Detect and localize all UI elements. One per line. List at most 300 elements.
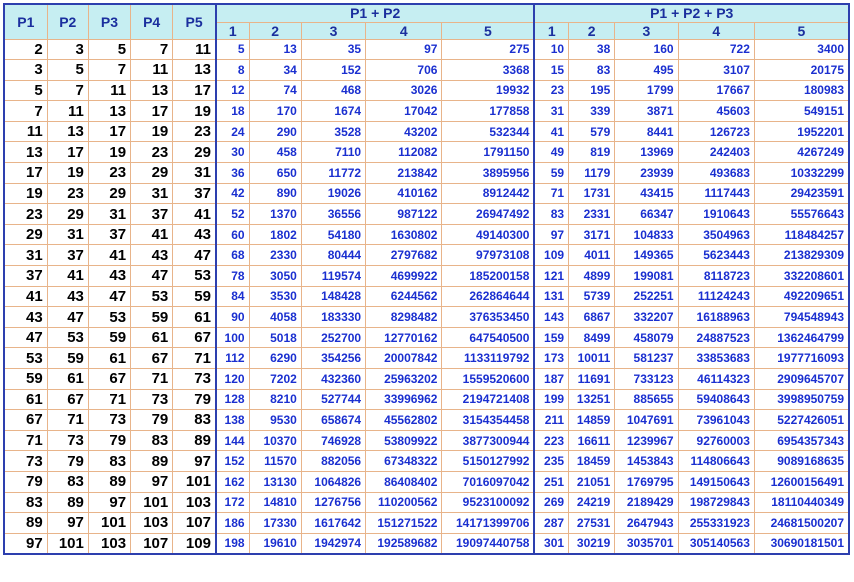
sum-p1p2-cell: 5150127992	[442, 451, 534, 472]
sum-p1p2p3-cell: 3400	[754, 39, 849, 60]
sum-p1p2p3-cell: 24219	[569, 492, 615, 513]
sum-p1p2p3-cell: 114806643	[678, 451, 754, 472]
sum-p1p2-cell: 119574	[301, 266, 365, 287]
sum-p1p2p3-cell: 3998950759	[754, 389, 849, 410]
prime-cell: 61	[88, 348, 130, 369]
prime-cell: 53	[88, 307, 130, 328]
sum-p1p2p3-cell: 33853683	[678, 348, 754, 369]
prime-cell: 59	[173, 286, 216, 307]
sum-p1p2-cell: 262864644	[442, 286, 534, 307]
prime-cell: 37	[47, 245, 88, 266]
sum-p1p2-cell: 53809922	[366, 430, 442, 451]
sum-p1p2-cell: 7110	[301, 142, 365, 163]
sum-p1p2p3-cell: 1047691	[615, 410, 678, 431]
sum-p1p2p3-cell: 10	[534, 39, 568, 60]
prime-cell: 107	[131, 533, 173, 554]
sum-p1p2p3-cell: 4267249	[754, 142, 849, 163]
sum-p1p2-cell: 192589682	[366, 533, 442, 554]
prime-cell: 19	[131, 121, 173, 142]
prime-cell: 13	[173, 60, 216, 81]
prime-cell: 59	[4, 369, 47, 390]
prime-cell: 107	[173, 513, 216, 534]
prime-cell: 5	[47, 60, 88, 81]
sum-p1p2p3-cell: 18110440349	[754, 492, 849, 513]
sum-p1p2p3-cell: 549151	[754, 101, 849, 122]
prime-cell: 53	[131, 286, 173, 307]
sum-p1p2p3-cell: 92760003	[678, 430, 754, 451]
sum-p1p2p3-cell: 9089168635	[754, 451, 849, 472]
sum-p1p2p3-cell: 199	[534, 389, 568, 410]
sum-p1p2-cell: 25963202	[366, 369, 442, 390]
sum-p1p2p3-cell: 3504963	[678, 224, 754, 245]
sum-p1p2-cell: 120	[216, 369, 249, 390]
sum-p1p2-cell: 3530	[249, 286, 301, 307]
sum-p1p2-cell: 84	[216, 286, 249, 307]
sum-p1p2p3-cell: 143	[534, 307, 568, 328]
sum-p1p2-cell: 19610	[249, 533, 301, 554]
sum-p1p2-cell: 86408402	[366, 471, 442, 492]
prime-cell: 23	[47, 183, 88, 204]
prime-cell: 59	[131, 307, 173, 328]
sum-p1p2p3-cell: 195	[569, 80, 615, 101]
prime-cell: 23	[88, 163, 130, 184]
sum-p1p2-cell: 2330	[249, 245, 301, 266]
sum-p1p2-cell: 148428	[301, 286, 365, 307]
sum-p1p2-cell: 2797682	[366, 245, 442, 266]
prime-cell: 67	[173, 327, 216, 348]
prime-cell: 31	[173, 163, 216, 184]
sum-p1p2p3-cell: 339	[569, 101, 615, 122]
table-row	[4, 245, 849, 266]
sum-p1p2p3-cell: 149150643	[678, 471, 754, 492]
table-row	[4, 513, 849, 534]
sum-p1p2-cell: 8210	[249, 389, 301, 410]
sum-p1p2p3-cell: 49	[534, 142, 568, 163]
sum-p1p2p3-cell: 31	[534, 101, 568, 122]
header-p1: P1	[4, 4, 47, 39]
sum-p1p2-cell: 186	[216, 513, 249, 534]
subheader-p1p2-2: 2	[249, 22, 301, 39]
sum-p1p2-cell: 746928	[301, 430, 365, 451]
prime-cell: 101	[131, 492, 173, 513]
prime-cell: 47	[88, 286, 130, 307]
sum-p1p2-cell: 18	[216, 101, 249, 122]
sum-p1p2p3-cell: 5623443	[678, 245, 754, 266]
sum-p1p2-cell: 128	[216, 389, 249, 410]
sum-p1p2p3-cell: 5739	[569, 286, 615, 307]
sum-p1p2p3-cell: 495	[615, 60, 678, 81]
sum-p1p2p3-cell: 83	[534, 204, 568, 225]
sum-p1p2-cell: 1133119792	[442, 348, 534, 369]
prime-cell: 73	[47, 430, 88, 451]
sum-p1p2-cell: 4058	[249, 307, 301, 328]
sum-p1p2-cell: 8912442	[442, 183, 534, 204]
prime-cell: 13	[47, 121, 88, 142]
sum-p1p2-cell: 6244562	[366, 286, 442, 307]
sum-p1p2p3-cell: 41	[534, 121, 568, 142]
prime-cell: 41	[4, 286, 47, 307]
subheader-p1p2-4: 4	[366, 22, 442, 39]
sum-p1p2p3-cell: 213829309	[754, 245, 849, 266]
sum-p1p2-cell: 24	[216, 121, 249, 142]
prime-cell: 23	[173, 121, 216, 142]
prime-cell: 13	[4, 142, 47, 163]
prime-cell: 61	[131, 327, 173, 348]
sum-p1p2p3-cell: 18459	[569, 451, 615, 472]
sum-p1p2p3-cell: 1117443	[678, 183, 754, 204]
sum-p1p2-cell: 275	[442, 39, 534, 60]
sum-p1p2-cell: 67348322	[366, 451, 442, 472]
table-row	[4, 451, 849, 472]
prime-cell: 41	[131, 224, 173, 245]
sum-p1p2-cell: 112	[216, 348, 249, 369]
sum-p1p2-cell: 177858	[442, 101, 534, 122]
sum-p1p2p3-cell: 20175	[754, 60, 849, 81]
sum-p1p2p3-cell: 104833	[615, 224, 678, 245]
sum-p1p2p3-cell: 160	[615, 39, 678, 60]
sum-p1p2-cell: 1370	[249, 204, 301, 225]
sum-p1p2-cell: 3026	[366, 80, 442, 101]
table-row	[4, 471, 849, 492]
sum-p1p2-cell: 185200158	[442, 266, 534, 287]
sum-p1p2-cell: 97973108	[442, 245, 534, 266]
sum-p1p2p3-cell: 1977716093	[754, 348, 849, 369]
sum-p1p2p3-cell: 733123	[615, 369, 678, 390]
prime-cell: 97	[4, 533, 47, 554]
sum-p1p2-cell: 34	[249, 60, 301, 81]
prime-cell: 3	[47, 39, 88, 60]
sum-p1p2-cell: 7202	[249, 369, 301, 390]
sum-p1p2-cell: 52	[216, 204, 249, 225]
sum-p1p2p3-cell: 223	[534, 430, 568, 451]
sum-p1p2p3-cell: 332207	[615, 307, 678, 328]
sum-p1p2-cell: 1559520600	[442, 369, 534, 390]
prime-cell: 7	[131, 39, 173, 60]
prime-cell: 101	[88, 513, 130, 534]
prime-cell: 79	[173, 389, 216, 410]
sum-p1p2p3-cell: 1179	[569, 163, 615, 184]
prime-cell: 89	[4, 513, 47, 534]
sum-p1p2p3-cell: 3107	[678, 60, 754, 81]
prime-cell: 71	[88, 389, 130, 410]
sum-p1p2-cell: 170	[249, 101, 301, 122]
sum-p1p2p3-cell: 97	[534, 224, 568, 245]
sum-p1p2p3-cell: 493683	[678, 163, 754, 184]
sum-p1p2-cell: 100	[216, 327, 249, 348]
prime-cell: 53	[4, 348, 47, 369]
prime-cell: 43	[173, 224, 216, 245]
sum-p1p2p3-cell: 45603	[678, 101, 754, 122]
table-row	[4, 204, 849, 225]
sum-p1p2p3-cell: 269	[534, 492, 568, 513]
table-row	[4, 80, 849, 101]
prime-cell: 19	[88, 142, 130, 163]
sum-p1p2p3-cell: 15	[534, 60, 568, 81]
table-row	[4, 163, 849, 184]
prime-cell: 29	[131, 163, 173, 184]
table-row	[4, 307, 849, 328]
table-row	[4, 224, 849, 245]
prime-cell: 31	[88, 204, 130, 225]
prime-cell: 7	[47, 80, 88, 101]
sum-p1p2-cell: 17042	[366, 101, 442, 122]
sum-p1p2-cell: 11570	[249, 451, 301, 472]
sum-p1p2-cell: 80444	[301, 245, 365, 266]
sum-p1p2-cell: 5018	[249, 327, 301, 348]
sum-p1p2p3-cell: 5227426051	[754, 410, 849, 431]
prime-cell: 11	[131, 60, 173, 81]
sum-p1p2p3-cell: 13969	[615, 142, 678, 163]
sum-p1p2p3-cell: 301	[534, 533, 568, 554]
prime-cell: 41	[47, 266, 88, 287]
prime-cell: 61	[173, 307, 216, 328]
sum-p1p2p3-cell: 46114323	[678, 369, 754, 390]
sum-p1p2-cell: 13	[249, 39, 301, 60]
prime-cell: 109	[173, 533, 216, 554]
sum-p1p2-cell: 11772	[301, 163, 365, 184]
prime-cell: 61	[47, 369, 88, 390]
prime-cell: 43	[131, 245, 173, 266]
sum-p1p2-cell: 35	[301, 39, 365, 60]
prime-cell: 71	[47, 410, 88, 431]
prime-cell: 43	[4, 307, 47, 328]
prime-cell: 37	[4, 266, 47, 287]
sum-p1p2p3-cell: 3871	[615, 101, 678, 122]
sum-p1p2-cell: 74	[249, 80, 301, 101]
sum-p1p2-cell: 20007842	[366, 348, 442, 369]
sum-p1p2-cell: 9530	[249, 410, 301, 431]
sum-p1p2p3-cell: 11691	[569, 369, 615, 390]
sum-p1p2-cell: 8	[216, 60, 249, 81]
sum-p1p2-cell: 9523100092	[442, 492, 534, 513]
prime-cell: 67	[131, 348, 173, 369]
prime-cell: 71	[4, 430, 47, 451]
prime-cell: 101	[173, 471, 216, 492]
sum-p1p2p3-cell: 287	[534, 513, 568, 534]
prime-cell: 19	[173, 101, 216, 122]
subheader-p1p2p3-1: 1	[534, 22, 568, 39]
sum-p1p2p3-cell: 458079	[615, 327, 678, 348]
prime-cell: 89	[131, 451, 173, 472]
prime-cell: 83	[4, 492, 47, 513]
sum-p1p2p3-cell: 242403	[678, 142, 754, 163]
prime-cell: 47	[4, 327, 47, 348]
sum-p1p2-cell: 376353450	[442, 307, 534, 328]
sum-p1p2-cell: 252700	[301, 327, 365, 348]
sum-p1p2-cell: 162	[216, 471, 249, 492]
sum-p1p2p3-cell: 187	[534, 369, 568, 390]
header-p3: P3	[88, 4, 130, 39]
sum-p1p2-cell: 3528	[301, 121, 365, 142]
prime-cell: 31	[4, 245, 47, 266]
sum-p1p2p3-cell: 131	[534, 286, 568, 307]
header-p2: P2	[47, 4, 88, 39]
sum-p1p2-cell: 172	[216, 492, 249, 513]
sum-p1p2p3-cell: 3171	[569, 224, 615, 245]
prime-cell: 17	[88, 121, 130, 142]
prime-cell: 97	[131, 471, 173, 492]
sum-p1p2p3-cell: 6867	[569, 307, 615, 328]
sum-p1p2-cell: 532344	[442, 121, 534, 142]
sum-p1p2p3-cell: 885655	[615, 389, 678, 410]
subheader-p1p2p3-5: 5	[754, 22, 849, 39]
table-row	[4, 492, 849, 513]
table-row	[4, 533, 849, 554]
sum-p1p2-cell: 110200562	[366, 492, 442, 513]
prime-cell: 23	[131, 142, 173, 163]
sum-p1p2p3-cell: 83	[569, 60, 615, 81]
sum-p1p2-cell: 987122	[366, 204, 442, 225]
sum-p1p2-cell: 183330	[301, 307, 365, 328]
sum-p1p2p3-cell: 581237	[615, 348, 678, 369]
sum-p1p2-cell: 33996962	[366, 389, 442, 410]
prime-cell: 17	[173, 80, 216, 101]
table-row	[4, 121, 849, 142]
sum-p1p2p3-cell: 24681500207	[754, 513, 849, 534]
prime-cell: 73	[173, 369, 216, 390]
prime-cell: 89	[47, 492, 88, 513]
sum-p1p2-cell: 30	[216, 142, 249, 163]
sum-p1p2p3-cell: 305140563	[678, 533, 754, 554]
sum-p1p2p3-cell: 71	[534, 183, 568, 204]
sum-p1p2p3-cell: 38	[569, 39, 615, 60]
sum-p1p2-cell: 354256	[301, 348, 365, 369]
table-row	[4, 348, 849, 369]
sum-p1p2p3-cell: 2647943	[615, 513, 678, 534]
prime-cell: 19	[4, 183, 47, 204]
table-row	[4, 101, 849, 122]
sum-p1p2-cell: 2194721408	[442, 389, 534, 410]
sum-p1p2-cell: 1674	[301, 101, 365, 122]
sum-p1p2p3-cell: 4011	[569, 245, 615, 266]
sum-p1p2p3-cell: 118484257	[754, 224, 849, 245]
sum-p1p2p3-cell: 149365	[615, 245, 678, 266]
prime-cell: 13	[88, 101, 130, 122]
sum-p1p2-cell: 54180	[301, 224, 365, 245]
sum-p1p2-cell: 90	[216, 307, 249, 328]
prime-cell: 47	[47, 307, 88, 328]
sum-p1p2-cell: 19932	[442, 80, 534, 101]
prime-cell: 7	[4, 101, 47, 122]
sum-p1p2-cell: 97	[366, 39, 442, 60]
subheader-p1p2-5: 5	[442, 22, 534, 39]
header-group-p1-p2: P1 + P2	[216, 4, 534, 22]
prime-cell: 13	[131, 80, 173, 101]
prime-cell: 41	[88, 245, 130, 266]
sum-p1p2-cell: 3050	[249, 266, 301, 287]
prime-cell: 29	[47, 204, 88, 225]
sum-p1p2-cell: 13130	[249, 471, 301, 492]
sum-p1p2-cell: 5	[216, 39, 249, 60]
sum-p1p2p3-cell: 198729843	[678, 492, 754, 513]
header-p4: P4	[131, 4, 173, 39]
prime-cell: 53	[173, 266, 216, 287]
sum-p1p2-cell: 7016097042	[442, 471, 534, 492]
sum-p1p2-cell: 26947492	[442, 204, 534, 225]
sum-p1p2p3-cell: 23939	[615, 163, 678, 184]
sum-p1p2-cell: 1802	[249, 224, 301, 245]
prime-cell: 79	[131, 410, 173, 431]
sum-p1p2p3-cell: 1731	[569, 183, 615, 204]
table-row	[4, 60, 849, 81]
prime-cell: 101	[47, 533, 88, 554]
sum-p1p2-cell: 1630802	[366, 224, 442, 245]
sum-p1p2p3-cell: 73961043	[678, 410, 754, 431]
sum-p1p2-cell: 468	[301, 80, 365, 101]
prime-cell: 83	[88, 451, 130, 472]
sum-p1p2p3-cell: 8499	[569, 327, 615, 348]
prime-cell: 53	[47, 327, 88, 348]
sum-p1p2p3-cell: 794548943	[754, 307, 849, 328]
prime-cell: 5	[4, 80, 47, 101]
prime-cell: 5	[88, 39, 130, 60]
subheader-p1p2p3-3: 3	[615, 22, 678, 39]
prime-cell: 97	[88, 492, 130, 513]
sum-p1p2p3-cell: 30690181501	[754, 533, 849, 554]
subheader-p1p2-1: 1	[216, 22, 249, 39]
sum-p1p2-cell: 42	[216, 183, 249, 204]
sum-p1p2-cell: 890	[249, 183, 301, 204]
sum-p1p2-cell: 1617642	[301, 513, 365, 534]
sum-p1p2p3-cell: 251	[534, 471, 568, 492]
prime-cell: 59	[47, 348, 88, 369]
sum-p1p2-cell: 36	[216, 163, 249, 184]
prime-cell: 11	[88, 80, 130, 101]
sum-p1p2-cell: 14810	[249, 492, 301, 513]
table-row	[4, 183, 849, 204]
sum-p1p2p3-cell: 17667	[678, 80, 754, 101]
sum-p1p2-cell: 144	[216, 430, 249, 451]
sum-p1p2-cell: 3154354458	[442, 410, 534, 431]
sum-p1p2p3-cell: 16188963	[678, 307, 754, 328]
subheader-p1p2-3: 3	[301, 22, 365, 39]
sum-p1p2-cell: 3368	[442, 60, 534, 81]
prime-cell: 37	[173, 183, 216, 204]
sum-p1p2p3-cell: 255331923	[678, 513, 754, 534]
sum-p1p2-cell: 1276756	[301, 492, 365, 513]
prime-cell: 89	[173, 430, 216, 451]
prime-cell: 7	[88, 60, 130, 81]
sum-p1p2-cell: 3895956	[442, 163, 534, 184]
sum-p1p2p3-cell: 211	[534, 410, 568, 431]
sum-p1p2p3-cell: 126723	[678, 121, 754, 142]
prime-cell: 83	[47, 471, 88, 492]
sum-p1p2p3-cell: 722	[678, 39, 754, 60]
sum-p1p2-cell: 138	[216, 410, 249, 431]
prime-cell: 11	[47, 101, 88, 122]
prime-cell: 97	[173, 451, 216, 472]
sum-p1p2p3-cell: 1799	[615, 80, 678, 101]
sum-p1p2-cell: 10370	[249, 430, 301, 451]
prime-cell: 97	[47, 513, 88, 534]
prime-cell: 11	[173, 39, 216, 60]
prime-cell: 31	[131, 183, 173, 204]
prime-cell: 37	[131, 204, 173, 225]
sum-p1p2-cell: 68	[216, 245, 249, 266]
sum-p1p2p3-cell: 121	[534, 266, 568, 287]
prime-cell: 43	[88, 266, 130, 287]
prime-cell: 19	[47, 163, 88, 184]
sum-p1p2p3-cell: 1362464799	[754, 327, 849, 348]
prime-cell: 79	[88, 430, 130, 451]
sum-p1p2-cell: 3877300944	[442, 430, 534, 451]
table-row	[4, 369, 849, 390]
sum-p1p2p3-cell: 1952201	[754, 121, 849, 142]
sum-p1p2p3-cell: 109	[534, 245, 568, 266]
prime-cell: 89	[88, 471, 130, 492]
sum-p1p2-cell: 19097440758	[442, 533, 534, 554]
prime-cell: 67	[47, 389, 88, 410]
